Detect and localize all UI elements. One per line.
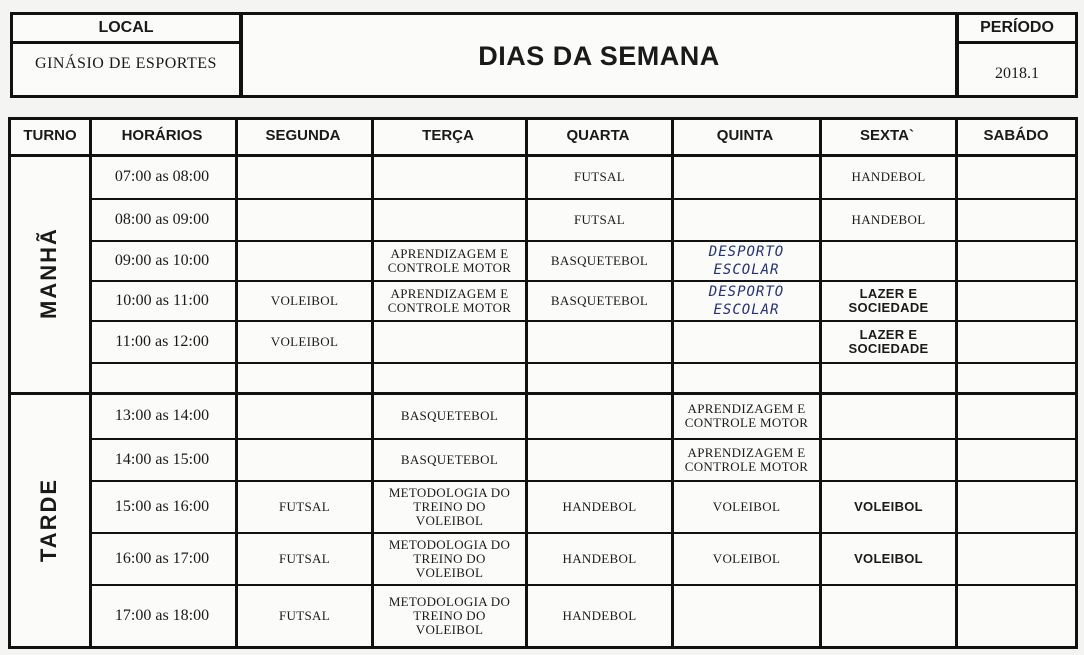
schedule-cell: APRENDIZAGEM E CONTROLE MOTOR (684, 445, 809, 474)
schedule-cell (958, 200, 1075, 240)
schedule-cell: DESPORTO ESCOLAR (708, 284, 785, 318)
schedule-cell: BASQUETEBOL (550, 253, 649, 268)
schedule-cell (822, 440, 955, 480)
schedule-cell: APRENDIZAGEM E CONTROLE MOTOR (387, 286, 512, 315)
schedule-cell: BASQUETEBOL (400, 408, 499, 423)
schedule-cell (238, 440, 371, 480)
schedule-cell (958, 534, 1075, 584)
schedule-cell (958, 156, 1075, 198)
schedule-cell (958, 440, 1075, 480)
schedule-cell: FUTSAL (574, 169, 625, 184)
schedule-cell (958, 242, 1075, 280)
schedule-cell (958, 586, 1075, 646)
schedule-cell (528, 394, 671, 438)
col-header-segunda: SEGUNDA (265, 127, 341, 144)
schedule-cell (822, 394, 955, 438)
schedule-cell (674, 200, 819, 240)
periodo-box (956, 12, 1078, 98)
schedule-cell (958, 394, 1075, 438)
schedule-cell: VOLEIBOL (854, 499, 923, 514)
schedule-cell (238, 200, 371, 240)
col-header-terca: TERÇA (422, 127, 474, 144)
col-header-quarta: QUARTA (566, 127, 630, 144)
schedule-cell: DESPORTO ESCOLAR (708, 244, 785, 278)
schedule-cell: HANDEBOL (562, 499, 637, 514)
schedule-cell: VOLEIBOL (712, 499, 781, 514)
time-slot: 10:00 as 11:00 (115, 292, 209, 309)
time-slot: 17:00 as 18:00 (114, 607, 210, 624)
local-box (10, 12, 242, 98)
schedule-cell (238, 156, 371, 198)
schedule-cell (528, 440, 671, 480)
schedule-cell: HANDEBOL (562, 608, 637, 623)
local-label: LOCAL (13, 15, 239, 44)
periodo-value: 2018.1 (995, 65, 1039, 82)
schedule-cell: VOLEIBOL (854, 551, 923, 566)
title-box (240, 12, 958, 98)
page-title: DIAS DA SEMANA (478, 41, 720, 71)
schedule-cell: APRENDIZAGEM E CONTROLE MOTOR (387, 246, 512, 275)
col-header-turno: TURNO (23, 127, 77, 144)
schedule-cell: HANDEBOL (562, 551, 637, 566)
schedule-cell (238, 394, 371, 438)
schedule-cell: VOLEIBOL (270, 293, 339, 308)
schedule-cell: FUTSAL (279, 608, 330, 623)
schedule-cell (528, 322, 671, 362)
schedule-cell (958, 322, 1075, 362)
schedule-cell (674, 586, 819, 646)
schedule-cell (674, 156, 819, 198)
schedule-cell: HANDEBOL (851, 212, 926, 227)
schedule-cell (238, 242, 371, 280)
schedule-cell: FUTSAL (574, 212, 625, 227)
schedule-cell (958, 482, 1075, 532)
schedule-cell: VOLEIBOL (712, 551, 781, 566)
schedule-cell: HANDEBOL (851, 169, 926, 184)
schedule-cell: LAZER E SOCIEDADE (848, 327, 929, 356)
schedule-cell: BASQUETEBOL (550, 293, 649, 308)
col-header-sabado: SABÁDO (983, 127, 1049, 144)
schedule-cell (958, 282, 1075, 320)
schedule-cell (674, 322, 819, 362)
col-header-horarios: HORÁRIOS (121, 127, 203, 144)
schedule-cell (374, 322, 525, 362)
schedule-table (8, 117, 1078, 649)
schedule-cell: METODOLOGIA DO TREINO DO VOLEIBOL (388, 537, 511, 580)
schedule-cell (374, 200, 525, 240)
time-slot: 11:00 as 12:00 (115, 333, 209, 350)
schedule-cell (822, 242, 955, 280)
time-slot: 07:00 as 08:00 (114, 168, 210, 185)
schedule-cell: FUTSAL (279, 551, 330, 566)
schedule-cell: BASQUETEBOL (400, 452, 499, 467)
schedule-cell: VOLEIBOL (270, 334, 339, 349)
shift-morning (11, 156, 87, 390)
shift-morning-label: MANHÃ (36, 227, 62, 319)
time-slot: 14:00 as 15:00 (114, 451, 210, 468)
schedule-cell (822, 586, 955, 646)
schedule-cell: METODOLOGIA DO TREINO DO VOLEIBOL (388, 594, 511, 637)
shift-afternoon (11, 394, 87, 646)
schedule-cell: LAZER E SOCIEDADE (848, 286, 929, 315)
row-divider (91, 362, 1075, 364)
shift-afternoon-label: TARDE (36, 477, 61, 563)
time-slot: 13:00 as 14:00 (114, 407, 210, 424)
schedule-cell: METODOLOGIA DO TREINO DO VOLEIBOL (388, 485, 511, 528)
col-header-quinta: QUINTA (716, 127, 774, 144)
time-slot: 16:00 as 17:00 (114, 550, 210, 567)
schedule-cell: APRENDIZAGEM E CONTROLE MOTOR (684, 401, 809, 430)
periodo-label: PERÍODO (959, 15, 1075, 44)
schedule-cell (374, 156, 525, 198)
local-value: GINÁSIO DE ESPORTES (35, 55, 217, 72)
col-header-sexta: SEXTA` (860, 127, 914, 144)
time-slot: 08:00 as 09:00 (114, 211, 210, 228)
time-slot: 15:00 as 16:00 (114, 498, 210, 515)
time-slot: 09:00 as 10:00 (114, 252, 210, 269)
schedule-cell: FUTSAL (279, 499, 330, 514)
